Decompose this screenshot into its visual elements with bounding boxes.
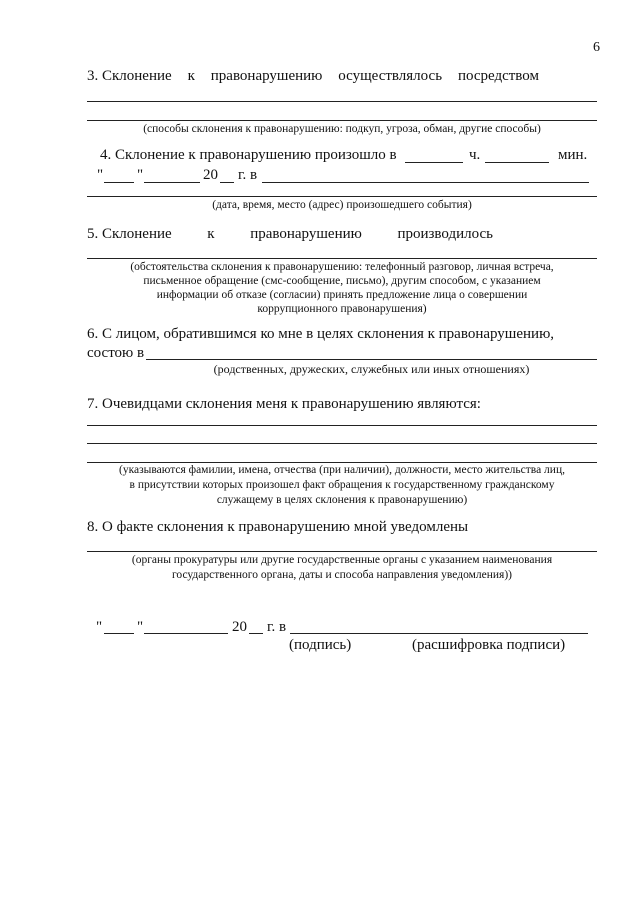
sig-year-suffix: г. в	[267, 619, 287, 635]
sig-quote-open: "	[96, 619, 103, 635]
s4-caption: (дата, время, место (адрес) произошедшего события)	[212, 199, 472, 211]
s4-year-suffix: г. в	[238, 167, 258, 183]
sig-day-field[interactable]	[104, 617, 134, 634]
s8-title: 8. О факте склонения к правонарушению мной уведомлены	[87, 519, 469, 535]
section-3-title	[87, 68, 539, 85]
s5-caption-line: информации об отказе (согласии) принять предложение лица о совершении	[156, 289, 528, 301]
s3-word: 3. Склонение	[87, 68, 172, 84]
s7-input-line-3[interactable]	[87, 462, 597, 463]
s4-year-field[interactable]	[220, 166, 234, 183]
s7-input-line-2[interactable]	[87, 443, 597, 444]
s7-caption-line: служащему в целях склонения к правонарушению)	[216, 494, 468, 506]
s3-input-line-2[interactable]	[87, 120, 597, 121]
s3-word: осуществлялось	[338, 68, 443, 84]
s4-input-line[interactable]	[87, 196, 597, 197]
section-5-title	[87, 226, 493, 243]
s7-caption-line: в присутствии которых произошел факт обращения к государственному гражданскому	[129, 479, 555, 491]
page-number: 6	[593, 40, 600, 55]
s4-quote-close: "	[137, 167, 144, 183]
s3-word: посредством	[457, 68, 539, 84]
s8-caption-line: государственного органа, даты и способа направления уведомления))	[171, 569, 513, 581]
s7-caption-line: (указываются фамилии, имена, отчества (при наличии), должности, место жительства лиц,	[119, 464, 565, 476]
s4-minutes-label: мин.	[558, 147, 588, 163]
s5-word: производилось	[397, 226, 493, 242]
s3-caption: (способы склонения к правонарушению: подкуп, угроза, обман, другие способы)	[143, 123, 541, 135]
s4-place-field[interactable]	[262, 166, 589, 183]
s7-title: 7. Очевидцами склонения меня к правонарушению являются:	[87, 396, 481, 412]
sig-quote-close: "	[137, 619, 144, 635]
s4-month-field[interactable]	[144, 166, 200, 183]
sig-signature-label: (подпись)	[289, 637, 352, 653]
s6-line1: 6. С лицом, обратившимся ко мне в целях склонения к правонарушению,	[87, 326, 555, 342]
s6-caption: (родственных, дружеских, служебных или иных отношениях)	[213, 362, 530, 376]
s5-caption-line: (обстоятельства склонения к правонарушению: телефонный разговор, личная встреча,	[130, 261, 554, 273]
s5-word: 5. Склонение	[87, 226, 172, 242]
s3-word: к	[187, 68, 195, 84]
s7-input-line-1[interactable]	[87, 425, 597, 426]
s4-year-prefix: 20	[203, 167, 218, 183]
s6-relation-field[interactable]	[146, 343, 597, 360]
s5-word: к	[207, 226, 215, 242]
sig-year-field[interactable]	[249, 617, 263, 634]
s4-line1-text: 4. Склонение к правонарушению произошло в	[100, 147, 397, 163]
s4-quote-open: "	[97, 167, 104, 183]
sig-signature-field[interactable]	[290, 617, 588, 634]
s6-line2-prefix: состою в	[87, 345, 145, 361]
s4-hours-field[interactable]	[485, 146, 549, 163]
s3-word: правонарушению	[210, 68, 323, 84]
s5-caption-line: письменное обращение (смс-сообщение, письмо), другим способом, с указанием	[143, 275, 541, 287]
s4-hours-label: ч.	[469, 147, 481, 163]
s5-caption-line: коррупционного правонарушения)	[257, 303, 427, 315]
s5-word: правонарушению	[250, 226, 362, 242]
s8-input-line[interactable]	[87, 551, 597, 552]
s4-day-field[interactable]	[104, 166, 134, 183]
s8-caption-line: (органы прокуратуры или другие государственные органы с указанием наименования	[131, 554, 553, 566]
s5-input-line[interactable]	[87, 258, 597, 259]
s3-input-line-1[interactable]	[87, 101, 597, 102]
sig-year-prefix: 20	[232, 619, 247, 635]
sig-decode-label: (расшифровка подписи)	[412, 637, 566, 653]
sig-month-field[interactable]	[144, 617, 228, 634]
s4-date-field[interactable]	[405, 146, 463, 163]
